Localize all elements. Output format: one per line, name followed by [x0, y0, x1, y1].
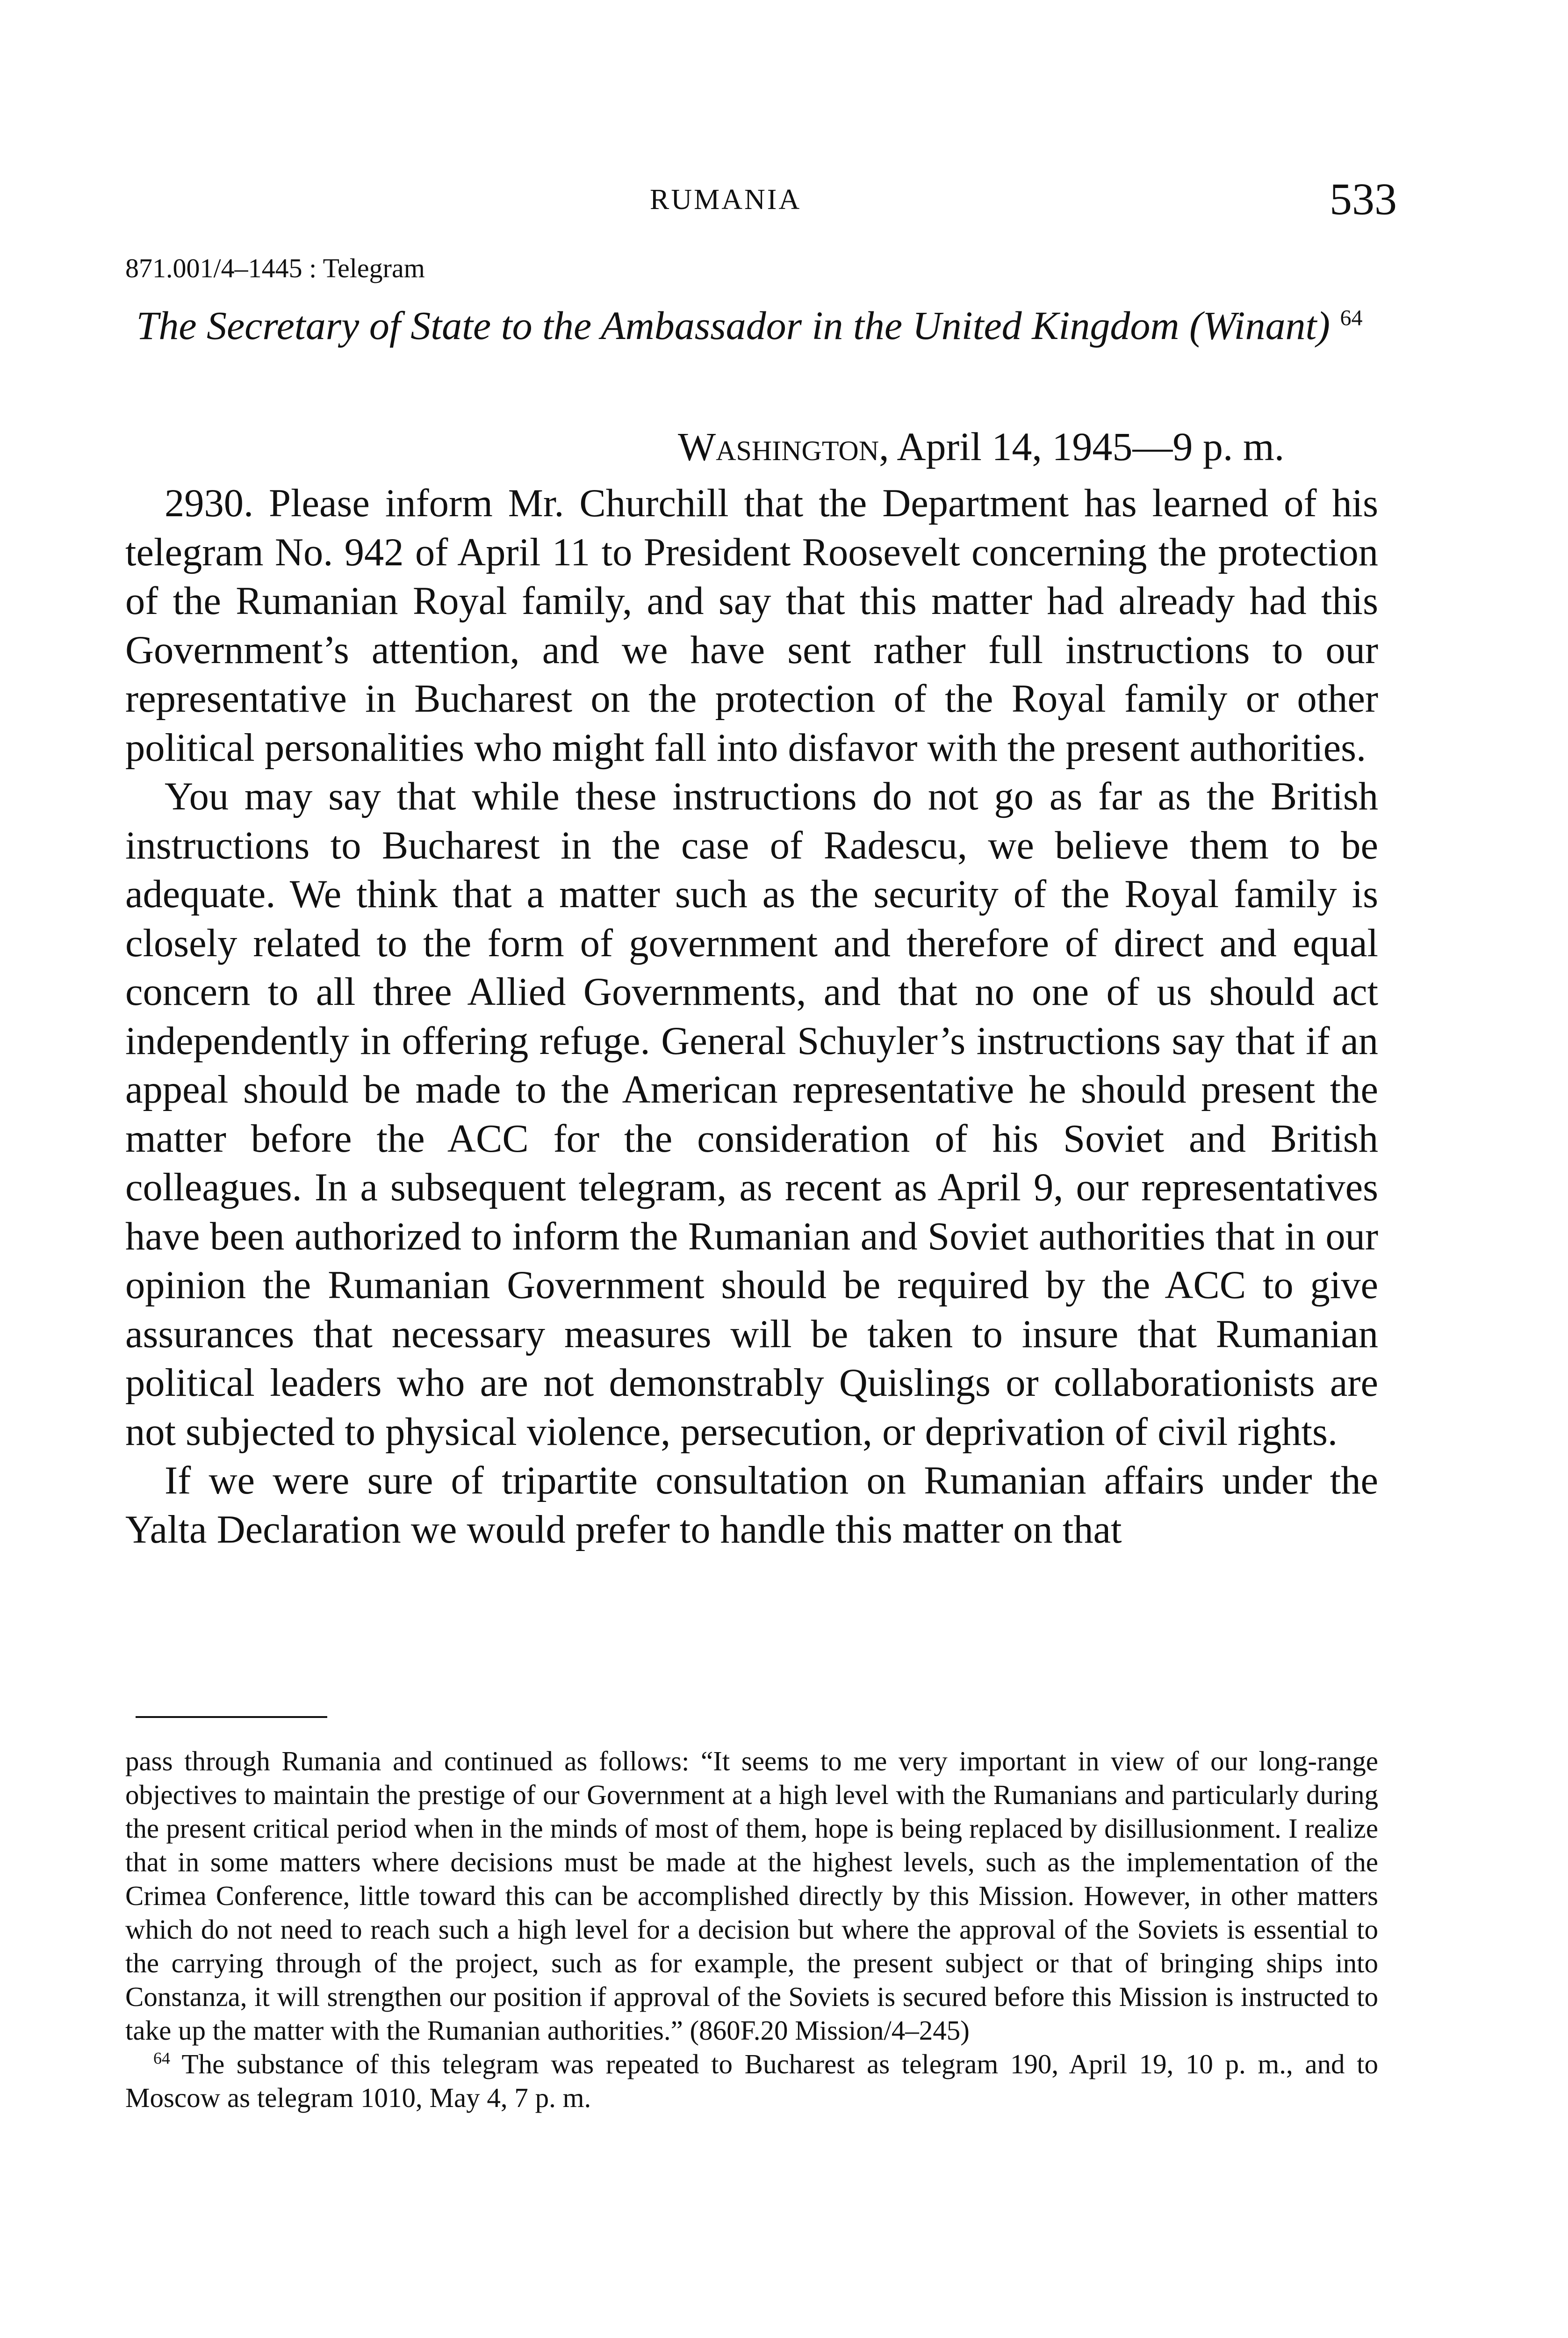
- document-title: [125, 299, 1374, 352]
- document-title-text: The Secretary of State to the Ambassador in the United Kingdom (Winant): [136, 303, 1330, 348]
- dateline: [678, 423, 1284, 470]
- footnotes: [125, 1744, 1378, 2114]
- running-header: [0, 173, 1568, 224]
- telegram-body: [125, 479, 1378, 1554]
- footnote-64-marker: 64: [153, 2049, 170, 2068]
- footnote-divider: [136, 1716, 327, 1718]
- paragraph-1: 2930. Please inform Mr. Churchill that the Department has learned of his telegram No. 942 of April 11 to President Roosevelt concerning the protection of the Rumanian Royal family, and say that this matter had already had this Government’s attention, and we have sent rather full instructions to our representative in Bucharest on the protection of the Royal family or other political personalities who might fall into disfavor with the present authorities.: [125, 482, 1378, 770]
- running-title: RUMANIA: [650, 184, 802, 216]
- footnote-64: [125, 2047, 1378, 2114]
- footnote-continued: pass through Rumania and continued as follows: “It seems to me very important in view of our long-range objectives to maintain the prestige of our Government at a high level with the Rumanians and particularly during the present critical period when in the minds of most of them, hope is being replaced by disillusionment. I realize that in some matters where decisions must be made at the highest levels, such as the implementation of the Crimea Conference, little toward this can be accomplished directly by this Mission. However, in other matters which do not need to reach such a high level for a decision but where the approval of the Soviets is essential to the carrying through of the project, such as for example, the present subject or that of bringing ships into Constanza, it will strengthen our position if approval of the Soviets is secured before this Mission is instructed to take up the matter with the Rumanian authorities.” (860F.20 Mission/4–245): [125, 1746, 1378, 2046]
- footnote-64-text: The substance of this telegram was repeated to Bucharest as telegram 190, April 19, 10 p. m., and to Moscow as telegram 1010, May 4, 7 p. m.: [125, 2049, 1378, 2113]
- dateline-place: Washington: [678, 424, 879, 469]
- file-reference: 871.001/4–1445 : Telegram: [125, 253, 425, 283]
- footnote-ref-64: 64: [1340, 305, 1363, 331]
- paragraph-2: You may say that while these instructions do not go as far as the British instructions to Bucharest in the case of Radescu, we believe them to be adequate. We think that a matter such as the security of the Royal family is closely related to the form of government and therefore of direct and equal concern to all three Allied Governments, and that no one of us should act independently in offering refuge. General Schuyler’s instructions say that if an appeal should be made to the American representative he should present the matter before the ACC for the consideration of his Soviet and British colleagues. In a subsequent telegram, as recent as April 9, our representatives have been authorized to inform the Rumanian and Soviet authorities that in our opinion the Rumanian Government should be required by the ACC to give assurances that necessary measures will be taken to insure that Rumanian political leaders who are not demonstrably Quislings or collaborationists are not subjected to physical violence, persecution, or deprivation of civil rights.: [125, 775, 1378, 1454]
- dateline-date: , April 14, 1945—9 p. m.: [879, 424, 1285, 469]
- page-number: 533: [1330, 174, 1397, 224]
- paragraph-3: If we were sure of tripartite consultation on Rumanian affairs under the Yalta Declaration we would prefer to handle this matter on that: [125, 1459, 1378, 1551]
